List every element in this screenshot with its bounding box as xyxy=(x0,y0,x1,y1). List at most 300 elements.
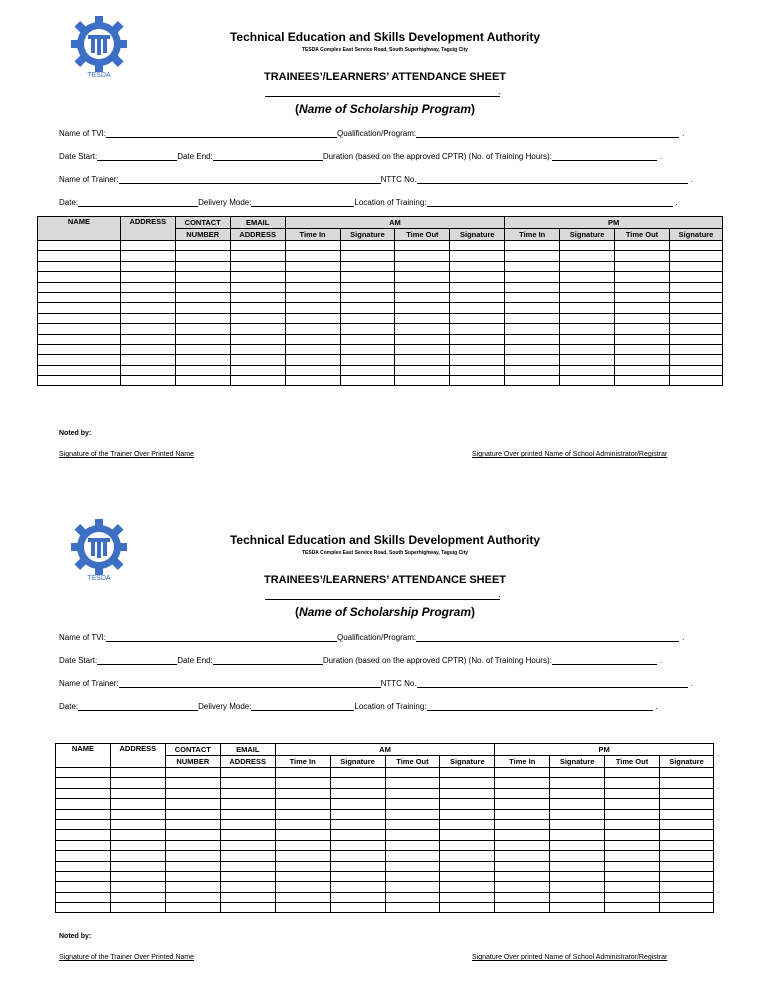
table-cell[interactable] xyxy=(395,272,450,282)
table-cell[interactable] xyxy=(275,861,330,871)
table-cell[interactable] xyxy=(275,788,330,798)
table-cell[interactable] xyxy=(615,365,670,375)
table-cell[interactable] xyxy=(230,272,285,282)
table-cell[interactable] xyxy=(440,903,495,913)
nttc-field[interactable] xyxy=(417,678,688,688)
table-cell[interactable] xyxy=(615,376,670,386)
table-cell[interactable] xyxy=(38,334,121,344)
table-cell[interactable] xyxy=(220,819,275,829)
table-cell[interactable] xyxy=(120,303,175,313)
table-cell[interactable] xyxy=(110,903,165,913)
table-cell[interactable] xyxy=(120,376,175,386)
table-cell[interactable] xyxy=(550,819,605,829)
table-cell[interactable] xyxy=(120,282,175,292)
table-cell[interactable] xyxy=(450,334,505,344)
table-cell[interactable] xyxy=(605,788,660,798)
tvi-field[interactable] xyxy=(106,128,337,138)
table-cell[interactable] xyxy=(330,768,385,778)
table-cell[interactable] xyxy=(275,778,330,788)
table-cell[interactable] xyxy=(395,282,450,292)
tvi-field[interactable] xyxy=(106,632,337,642)
table-cell[interactable] xyxy=(659,768,713,778)
table-cell[interactable] xyxy=(275,882,330,892)
table-cell[interactable] xyxy=(605,819,660,829)
table-cell[interactable] xyxy=(550,840,605,850)
table-cell[interactable] xyxy=(220,768,275,778)
table-cell[interactable] xyxy=(230,241,285,251)
table-cell[interactable] xyxy=(110,882,165,892)
table-cell[interactable] xyxy=(605,861,660,871)
table-cell[interactable] xyxy=(560,251,615,261)
table-cell[interactable] xyxy=(340,313,395,323)
table-cell[interactable] xyxy=(120,292,175,302)
table-cell[interactable] xyxy=(220,840,275,850)
table-cell[interactable] xyxy=(330,903,385,913)
table-cell[interactable] xyxy=(56,778,111,788)
table-cell[interactable] xyxy=(330,871,385,881)
table-cell[interactable] xyxy=(560,241,615,251)
table-cell[interactable] xyxy=(550,809,605,819)
location-field[interactable] xyxy=(427,701,653,711)
table-cell[interactable] xyxy=(330,861,385,871)
date-field[interactable] xyxy=(78,197,198,207)
table-cell[interactable] xyxy=(505,355,560,365)
table-cell[interactable] xyxy=(385,882,440,892)
table-cell[interactable] xyxy=(385,809,440,819)
table-cell[interactable] xyxy=(175,365,230,375)
qualification-field[interactable] xyxy=(416,632,679,642)
table-cell[interactable] xyxy=(669,365,722,375)
table-cell[interactable] xyxy=(605,799,660,809)
duration-field[interactable] xyxy=(552,151,657,161)
table-cell[interactable] xyxy=(560,344,615,354)
table-cell[interactable] xyxy=(495,830,550,840)
table-cell[interactable] xyxy=(165,851,220,861)
table-cell[interactable] xyxy=(495,768,550,778)
table-cell[interactable] xyxy=(110,892,165,902)
table-cell[interactable] xyxy=(120,251,175,261)
table-cell[interactable] xyxy=(165,809,220,819)
table-cell[interactable] xyxy=(330,882,385,892)
table-cell[interactable] xyxy=(669,241,722,251)
table-cell[interactable] xyxy=(450,261,505,271)
table-cell[interactable] xyxy=(450,251,505,261)
table-cell[interactable] xyxy=(275,851,330,861)
table-cell[interactable] xyxy=(110,799,165,809)
table-cell[interactable] xyxy=(495,788,550,798)
table-cell[interactable] xyxy=(56,903,111,913)
table-cell[interactable] xyxy=(450,376,505,386)
table-cell[interactable] xyxy=(165,903,220,913)
table-cell[interactable] xyxy=(669,292,722,302)
table-cell[interactable] xyxy=(38,303,121,313)
table-cell[interactable] xyxy=(285,313,340,323)
table-cell[interactable] xyxy=(395,324,450,334)
table-cell[interactable] xyxy=(505,251,560,261)
trainer-field[interactable] xyxy=(119,174,381,184)
table-cell[interactable] xyxy=(440,851,495,861)
table-cell[interactable] xyxy=(120,261,175,271)
table-cell[interactable] xyxy=(395,355,450,365)
table-cell[interactable] xyxy=(385,871,440,881)
table-cell[interactable] xyxy=(395,313,450,323)
table-cell[interactable] xyxy=(165,840,220,850)
table-cell[interactable] xyxy=(220,788,275,798)
table-cell[interactable] xyxy=(505,241,560,251)
table-cell[interactable] xyxy=(38,282,121,292)
table-cell[interactable] xyxy=(450,344,505,354)
table-cell[interactable] xyxy=(230,365,285,375)
table-cell[interactable] xyxy=(385,788,440,798)
table-cell[interactable] xyxy=(220,892,275,902)
table-cell[interactable] xyxy=(395,261,450,271)
table-cell[interactable] xyxy=(505,324,560,334)
table-cell[interactable] xyxy=(495,819,550,829)
table-cell[interactable] xyxy=(495,861,550,871)
table-cell[interactable] xyxy=(385,819,440,829)
table-cell[interactable] xyxy=(505,282,560,292)
table-cell[interactable] xyxy=(550,768,605,778)
table-cell[interactable] xyxy=(450,241,505,251)
table-cell[interactable] xyxy=(659,799,713,809)
table-cell[interactable] xyxy=(56,882,111,892)
table-cell[interactable] xyxy=(495,871,550,881)
table-cell[interactable] xyxy=(330,778,385,788)
table-cell[interactable] xyxy=(550,892,605,902)
table-cell[interactable] xyxy=(285,355,340,365)
table-cell[interactable] xyxy=(395,334,450,344)
table-cell[interactable] xyxy=(659,903,713,913)
table-cell[interactable] xyxy=(285,261,340,271)
table-cell[interactable] xyxy=(175,251,230,261)
table-cell[interactable] xyxy=(440,799,495,809)
table-cell[interactable] xyxy=(330,799,385,809)
table-cell[interactable] xyxy=(450,303,505,313)
date-end-field[interactable] xyxy=(213,655,323,665)
table-cell[interactable] xyxy=(669,261,722,271)
table-cell[interactable] xyxy=(230,251,285,261)
table-cell[interactable] xyxy=(605,892,660,902)
table-cell[interactable] xyxy=(330,788,385,798)
table-cell[interactable] xyxy=(165,778,220,788)
table-cell[interactable] xyxy=(495,892,550,902)
table-cell[interactable] xyxy=(659,871,713,881)
table-cell[interactable] xyxy=(56,840,111,850)
delivery-field[interactable] xyxy=(251,197,354,207)
table-cell[interactable] xyxy=(395,365,450,375)
table-cell[interactable] xyxy=(385,768,440,778)
table-cell[interactable] xyxy=(330,840,385,850)
table-cell[interactable] xyxy=(230,376,285,386)
table-cell[interactable] xyxy=(38,313,121,323)
table-cell[interactable] xyxy=(275,809,330,819)
table-cell[interactable] xyxy=(38,324,121,334)
table-cell[interactable] xyxy=(440,892,495,902)
table-cell[interactable] xyxy=(120,355,175,365)
table-cell[interactable] xyxy=(560,324,615,334)
table-cell[interactable] xyxy=(285,324,340,334)
table-cell[interactable] xyxy=(560,261,615,271)
table-cell[interactable] xyxy=(669,303,722,313)
table-cell[interactable] xyxy=(560,376,615,386)
table-cell[interactable] xyxy=(175,313,230,323)
table-cell[interactable] xyxy=(165,768,220,778)
table-cell[interactable] xyxy=(120,313,175,323)
table-cell[interactable] xyxy=(230,344,285,354)
table-cell[interactable] xyxy=(659,809,713,819)
table-cell[interactable] xyxy=(220,809,275,819)
table-cell[interactable] xyxy=(120,324,175,334)
table-cell[interactable] xyxy=(669,251,722,261)
table-cell[interactable] xyxy=(230,303,285,313)
table-cell[interactable] xyxy=(285,241,340,251)
table-cell[interactable] xyxy=(175,334,230,344)
table-cell[interactable] xyxy=(340,303,395,313)
table-cell[interactable] xyxy=(38,365,121,375)
table-cell[interactable] xyxy=(175,282,230,292)
table-cell[interactable] xyxy=(615,344,670,354)
table-cell[interactable] xyxy=(56,871,111,881)
table-cell[interactable] xyxy=(385,830,440,840)
table-cell[interactable] xyxy=(165,861,220,871)
table-cell[interactable] xyxy=(165,819,220,829)
table-cell[interactable] xyxy=(285,282,340,292)
table-cell[interactable] xyxy=(165,788,220,798)
table-cell[interactable] xyxy=(340,376,395,386)
table-cell[interactable] xyxy=(110,840,165,850)
table-cell[interactable] xyxy=(450,282,505,292)
table-cell[interactable] xyxy=(669,282,722,292)
delivery-field[interactable] xyxy=(251,701,354,711)
trainer-field[interactable] xyxy=(119,678,381,688)
table-cell[interactable] xyxy=(550,851,605,861)
table-cell[interactable] xyxy=(615,261,670,271)
table-cell[interactable] xyxy=(395,303,450,313)
table-cell[interactable] xyxy=(495,799,550,809)
table-cell[interactable] xyxy=(560,282,615,292)
table-cell[interactable] xyxy=(110,809,165,819)
table-cell[interactable] xyxy=(110,788,165,798)
table-cell[interactable] xyxy=(230,334,285,344)
table-cell[interactable] xyxy=(550,861,605,871)
table-cell[interactable] xyxy=(385,799,440,809)
table-cell[interactable] xyxy=(495,809,550,819)
table-cell[interactable] xyxy=(175,344,230,354)
table-cell[interactable] xyxy=(440,788,495,798)
table-cell[interactable] xyxy=(120,365,175,375)
table-cell[interactable] xyxy=(669,344,722,354)
table-cell[interactable] xyxy=(560,334,615,344)
table-cell[interactable] xyxy=(395,241,450,251)
table-cell[interactable] xyxy=(120,241,175,251)
table-cell[interactable] xyxy=(285,292,340,302)
table-cell[interactable] xyxy=(230,355,285,365)
table-cell[interactable] xyxy=(38,272,121,282)
table-cell[interactable] xyxy=(659,882,713,892)
table-cell[interactable] xyxy=(615,334,670,344)
table-cell[interactable] xyxy=(56,830,111,840)
table-cell[interactable] xyxy=(330,819,385,829)
table-cell[interactable] xyxy=(615,282,670,292)
table-cell[interactable] xyxy=(220,830,275,840)
table-cell[interactable] xyxy=(615,313,670,323)
date-start-field[interactable] xyxy=(97,151,177,161)
table-cell[interactable] xyxy=(615,303,670,313)
table-cell[interactable] xyxy=(615,272,670,282)
table-cell[interactable] xyxy=(550,799,605,809)
table-cell[interactable] xyxy=(440,819,495,829)
table-cell[interactable] xyxy=(220,871,275,881)
table-cell[interactable] xyxy=(330,892,385,902)
table-cell[interactable] xyxy=(505,313,560,323)
table-cell[interactable] xyxy=(605,768,660,778)
table-cell[interactable] xyxy=(285,251,340,261)
table-cell[interactable] xyxy=(560,365,615,375)
table-cell[interactable] xyxy=(385,892,440,902)
table-cell[interactable] xyxy=(275,819,330,829)
table-cell[interactable] xyxy=(275,840,330,850)
table-cell[interactable] xyxy=(669,376,722,386)
table-cell[interactable] xyxy=(505,261,560,271)
table-cell[interactable] xyxy=(505,365,560,375)
table-cell[interactable] xyxy=(615,355,670,365)
table-cell[interactable] xyxy=(340,324,395,334)
table-cell[interactable] xyxy=(550,882,605,892)
table-cell[interactable] xyxy=(450,292,505,302)
table-cell[interactable] xyxy=(120,334,175,344)
table-cell[interactable] xyxy=(175,261,230,271)
table-cell[interactable] xyxy=(110,830,165,840)
table-cell[interactable] xyxy=(605,830,660,840)
table-cell[interactable] xyxy=(550,788,605,798)
table-cell[interactable] xyxy=(38,241,121,251)
table-cell[interactable] xyxy=(38,344,121,354)
nttc-field[interactable] xyxy=(417,174,688,184)
table-cell[interactable] xyxy=(275,799,330,809)
table-cell[interactable] xyxy=(495,882,550,892)
table-cell[interactable] xyxy=(440,778,495,788)
table-cell[interactable] xyxy=(175,272,230,282)
table-cell[interactable] xyxy=(440,882,495,892)
table-cell[interactable] xyxy=(38,355,121,365)
table-cell[interactable] xyxy=(395,344,450,354)
table-cell[interactable] xyxy=(56,768,111,778)
table-cell[interactable] xyxy=(560,272,615,282)
table-cell[interactable] xyxy=(175,241,230,251)
table-cell[interactable] xyxy=(285,365,340,375)
table-cell[interactable] xyxy=(56,892,111,902)
table-cell[interactable] xyxy=(230,282,285,292)
table-cell[interactable] xyxy=(110,851,165,861)
table-cell[interactable] xyxy=(440,830,495,840)
table-cell[interactable] xyxy=(395,292,450,302)
table-cell[interactable] xyxy=(220,861,275,871)
table-cell[interactable] xyxy=(175,355,230,365)
table-cell[interactable] xyxy=(385,861,440,871)
table-cell[interactable] xyxy=(659,840,713,850)
table-cell[interactable] xyxy=(440,861,495,871)
table-cell[interactable] xyxy=(330,851,385,861)
table-cell[interactable] xyxy=(220,851,275,861)
table-cell[interactable] xyxy=(550,903,605,913)
table-cell[interactable] xyxy=(285,334,340,344)
table-cell[interactable] xyxy=(165,871,220,881)
table-cell[interactable] xyxy=(560,355,615,365)
location-field[interactable] xyxy=(427,197,673,207)
table-cell[interactable] xyxy=(669,272,722,282)
table-cell[interactable] xyxy=(38,376,121,386)
table-cell[interactable] xyxy=(450,324,505,334)
table-cell[interactable] xyxy=(330,830,385,840)
table-cell[interactable] xyxy=(385,851,440,861)
table-cell[interactable] xyxy=(605,871,660,881)
table-cell[interactable] xyxy=(275,871,330,881)
table-cell[interactable] xyxy=(330,809,385,819)
table-cell[interactable] xyxy=(659,778,713,788)
table-cell[interactable] xyxy=(38,251,121,261)
table-cell[interactable] xyxy=(615,324,670,334)
table-cell[interactable] xyxy=(175,376,230,386)
table-cell[interactable] xyxy=(669,324,722,334)
table-cell[interactable] xyxy=(505,344,560,354)
table-cell[interactable] xyxy=(275,768,330,778)
table-cell[interactable] xyxy=(340,241,395,251)
table-cell[interactable] xyxy=(230,313,285,323)
table-cell[interactable] xyxy=(550,830,605,840)
table-cell[interactable] xyxy=(175,303,230,313)
table-cell[interactable] xyxy=(220,799,275,809)
table-cell[interactable] xyxy=(165,882,220,892)
table-cell[interactable] xyxy=(340,261,395,271)
table-cell[interactable] xyxy=(560,313,615,323)
table-cell[interactable] xyxy=(285,272,340,282)
table-cell[interactable] xyxy=(38,261,121,271)
table-cell[interactable] xyxy=(385,903,440,913)
table-cell[interactable] xyxy=(56,799,111,809)
table-cell[interactable] xyxy=(175,292,230,302)
table-cell[interactable] xyxy=(495,903,550,913)
table-cell[interactable] xyxy=(285,344,340,354)
table-cell[interactable] xyxy=(495,851,550,861)
table-cell[interactable] xyxy=(120,272,175,282)
table-cell[interactable] xyxy=(340,334,395,344)
table-cell[interactable] xyxy=(56,788,111,798)
table-cell[interactable] xyxy=(110,819,165,829)
table-cell[interactable] xyxy=(275,892,330,902)
table-cell[interactable] xyxy=(605,882,660,892)
table-cell[interactable] xyxy=(110,768,165,778)
table-cell[interactable] xyxy=(560,303,615,313)
table-cell[interactable] xyxy=(385,840,440,850)
qualification-field[interactable] xyxy=(416,128,679,138)
table-cell[interactable] xyxy=(56,809,111,819)
table-cell[interactable] xyxy=(165,892,220,902)
table-cell[interactable] xyxy=(340,282,395,292)
table-cell[interactable] xyxy=(440,768,495,778)
table-cell[interactable] xyxy=(659,819,713,829)
table-cell[interactable] xyxy=(340,365,395,375)
table-cell[interactable] xyxy=(285,303,340,313)
table-cell[interactable] xyxy=(110,778,165,788)
date-start-field[interactable] xyxy=(97,655,177,665)
table-cell[interactable] xyxy=(285,376,340,386)
table-cell[interactable] xyxy=(505,376,560,386)
table-cell[interactable] xyxy=(550,778,605,788)
table-cell[interactable] xyxy=(659,851,713,861)
date-end-field[interactable] xyxy=(213,151,323,161)
duration-field[interactable] xyxy=(552,655,657,665)
table-cell[interactable] xyxy=(56,851,111,861)
